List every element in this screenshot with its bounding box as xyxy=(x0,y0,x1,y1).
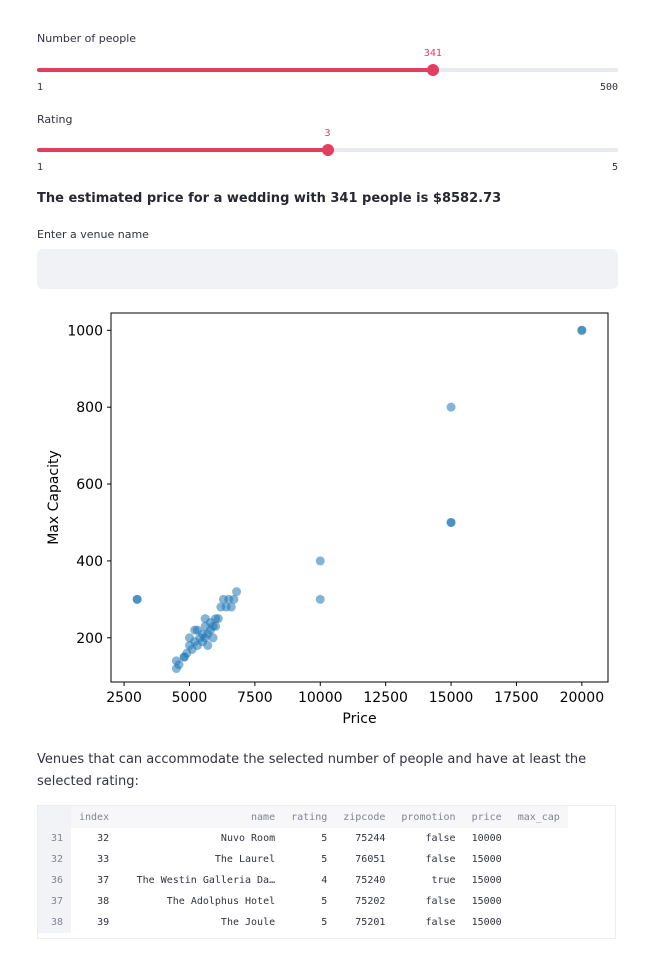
rating-slider-max: 5 xyxy=(611,162,618,173)
venue-input-label: Enter a venue name xyxy=(37,228,149,241)
scatter-point xyxy=(447,518,456,527)
scatter-point xyxy=(316,556,325,565)
cell-max-cap xyxy=(510,828,568,849)
scatter-point xyxy=(209,633,218,642)
cell-promotion: false xyxy=(425,917,456,928)
scatter-point xyxy=(211,622,220,631)
scatter-point xyxy=(133,595,142,604)
cell-name: The Adolphus Hotel xyxy=(166,896,276,907)
cell-index: 32 xyxy=(97,833,110,844)
scatter-point xyxy=(201,614,210,623)
cell-max-cap xyxy=(510,891,568,912)
row-index: 32 xyxy=(38,849,71,870)
scatter-point xyxy=(229,595,238,604)
x-tick-label: 2500 xyxy=(106,690,142,706)
people-slider-fill xyxy=(37,68,433,72)
cell-name: The Westin Galleria Da… xyxy=(136,875,276,886)
scatter-point xyxy=(316,595,325,604)
row-index: 36 xyxy=(38,870,71,891)
cell-rating: 4 xyxy=(321,875,328,886)
people-slider-label: Number of people xyxy=(37,32,137,45)
y-tick-label: 400 xyxy=(76,553,103,570)
cell-index: 37 xyxy=(97,875,110,886)
cell-rating: 5 xyxy=(321,833,328,844)
column-header-rating[interactable]: rating xyxy=(283,806,335,828)
cell-price: 15000 xyxy=(471,917,502,928)
table-header-row xyxy=(38,806,568,828)
cell-price: 10000 xyxy=(471,833,502,844)
rating-slider-fill xyxy=(37,148,328,152)
venues-table[interactable] xyxy=(37,805,616,939)
people-slider-max: 500 xyxy=(599,82,618,93)
table-row xyxy=(38,828,568,849)
cell-price: 15000 xyxy=(471,875,502,886)
x-axis-label: Price xyxy=(342,711,377,727)
scatter-point xyxy=(175,660,184,669)
cell-zipcode: 75201 xyxy=(355,917,386,928)
cell-name: The Joule xyxy=(220,917,276,928)
scatter-point xyxy=(180,653,189,662)
cell-index: 39 xyxy=(97,917,110,928)
scatter-point xyxy=(193,626,202,635)
rating-slider-min: 1 xyxy=(37,162,44,173)
cell-max-cap xyxy=(510,849,568,870)
x-tick-label: 5000 xyxy=(171,690,208,706)
column-header-name[interactable]: name xyxy=(117,806,283,828)
y-axis-label: Max Capacity xyxy=(46,450,62,545)
cell-promotion: true xyxy=(431,875,456,886)
rating-slider-label: Rating xyxy=(37,113,73,126)
cell-promotion: false xyxy=(425,833,456,844)
scatter-point xyxy=(203,641,212,650)
people-slider[interactable] xyxy=(37,48,618,72)
column-header-index[interactable]: index xyxy=(71,806,117,828)
y-tick-label: 1000 xyxy=(67,323,103,340)
column-header-price[interactable]: price xyxy=(464,806,510,828)
cell-rating: 5 xyxy=(321,917,328,928)
x-tick-label: 20000 xyxy=(559,690,605,706)
people-slider-min: 1 xyxy=(37,82,44,93)
column-header-promotion[interactable]: promotion xyxy=(393,806,463,828)
y-tick-label: 600 xyxy=(76,477,103,494)
cell-max-cap xyxy=(510,870,568,891)
row-index: 38 xyxy=(38,912,71,933)
scatter-point xyxy=(447,403,456,412)
cell-promotion: false xyxy=(425,896,456,907)
cell-price: 15000 xyxy=(471,896,502,907)
cell-rating: 5 xyxy=(321,896,328,907)
cell-zipcode: 75240 xyxy=(355,875,386,886)
scatter-point xyxy=(185,641,194,650)
scatter-point xyxy=(227,603,236,612)
cell-index: 33 xyxy=(97,854,110,865)
table-corner-cell xyxy=(38,806,71,828)
table-row xyxy=(38,891,568,912)
cell-promotion: false xyxy=(425,854,456,865)
results-description: Venues that can accommodate the selected number of people and have at least the selected rating: xyxy=(37,752,587,789)
x-tick-label: 7500 xyxy=(237,690,273,706)
row-index: 37 xyxy=(38,891,71,912)
table-row xyxy=(38,870,568,891)
x-tick-label: 12500 xyxy=(363,690,408,706)
scatter-point xyxy=(214,614,223,623)
rating-slider-value: 3 xyxy=(324,128,331,139)
price-estimate-text: The estimated price for a wedding with 341 people is $8582.73 xyxy=(37,191,502,206)
scatter-point xyxy=(232,587,241,596)
people-slider-value: 341 xyxy=(423,48,442,59)
x-tick-label: 10000 xyxy=(297,690,343,706)
x-tick-label: 15000 xyxy=(428,690,474,706)
cell-name: The Laurel xyxy=(214,854,276,865)
cell-index: 38 xyxy=(97,896,110,907)
cell-zipcode: 75202 xyxy=(355,896,386,907)
y-tick-label: 800 xyxy=(76,400,103,417)
cell-max-cap xyxy=(510,912,568,933)
column-header-max-cap[interactable]: max_cap xyxy=(510,806,568,828)
y-tick-label: 200 xyxy=(76,630,103,647)
cell-rating: 5 xyxy=(321,854,328,865)
plot-area xyxy=(111,313,608,682)
cell-zipcode: 75244 xyxy=(355,833,386,844)
cell-price: 15000 xyxy=(471,854,502,865)
scatter-point xyxy=(577,326,586,335)
row-index: 31 xyxy=(38,828,71,849)
column-header-zipcode[interactable]: zipcode xyxy=(335,806,393,828)
price-capacity-scatter-chart xyxy=(37,305,627,735)
table-row xyxy=(38,912,568,933)
rating-slider-thumb[interactable] xyxy=(322,144,334,156)
people-slider-thumb[interactable] xyxy=(427,64,439,76)
cell-name: Nuvo Room xyxy=(220,833,276,844)
venue-name-input[interactable] xyxy=(37,249,618,289)
rating-slider[interactable] xyxy=(37,128,618,152)
table-row xyxy=(38,849,568,870)
x-tick-label: 17500 xyxy=(494,690,539,706)
cell-zipcode: 76051 xyxy=(355,854,386,865)
